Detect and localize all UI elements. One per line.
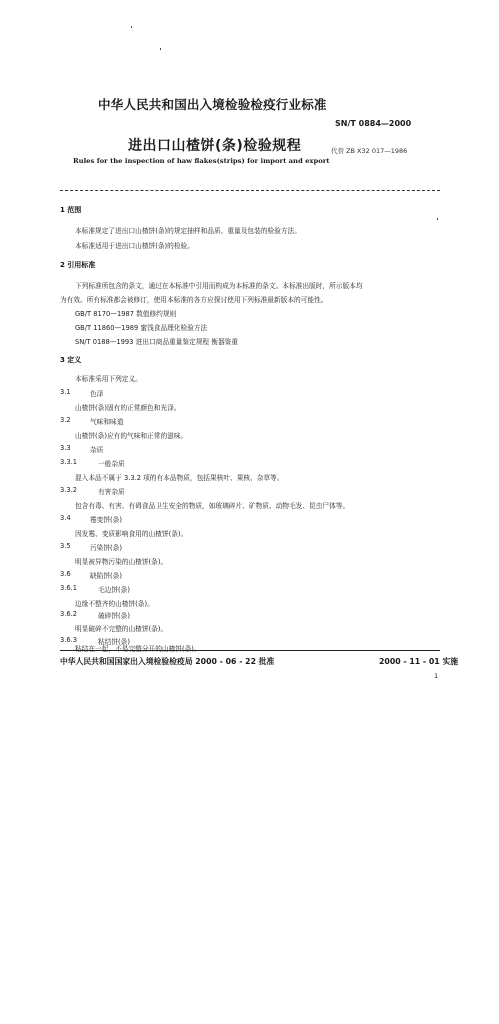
clause-definition: 明显破碎不完整的山楂饼(条)。 (75, 625, 168, 633)
clause-term: 色泽 (90, 390, 104, 398)
issuing-organization: 中华人民共和国出入境检验检疫行业标准 (98, 97, 327, 112)
page-number: 1 (434, 672, 439, 680)
clause-definition: 明显被异物污染的山楂饼(条)。 (75, 558, 168, 566)
clause-term: 污染饼(条) (90, 544, 122, 552)
paragraph-line: 本标准采用下列定义。 (75, 375, 142, 383)
clause-number: 3.1 (60, 388, 71, 396)
footer-divider (60, 650, 440, 651)
clause-number: 3.2 (60, 416, 71, 424)
reference-item: GB/T 8170—1987 数值修约规则 (75, 310, 177, 318)
clause-number: 3.3.2 (60, 486, 78, 494)
clause-number: 3.6 (60, 570, 71, 578)
document-title: 进出口山楂饼(条)检验规程 (128, 138, 302, 154)
scan-speck (160, 48, 161, 50)
header-divider (60, 190, 440, 191)
replaces-standard: 代替 ZB X32 017—1986 (331, 147, 408, 155)
scan-speck (437, 218, 438, 220)
paragraph-line: 本标准适用于进出口山楂饼(条)的检验。 (75, 242, 194, 250)
clause-number: 3.6.3 (60, 636, 78, 644)
clause-definition: 包含有毒、有害、有碍食品卫生安全的物质，如玻璃碎片、矿物质、动物毛发、昆虫尸体等。 (75, 502, 350, 510)
clause-term: 粘结饼(条) (98, 638, 130, 646)
clause-term: 有害杂质 (98, 488, 125, 496)
standard-number: SN/T 0884—2000 (335, 119, 412, 128)
document-title-english: Rules for the inspection of haw flakes(strips) for import and export (73, 157, 330, 165)
scan-speck (131, 26, 132, 28)
clause-number: 3.3 (60, 444, 71, 452)
clause-term: 毛边饼(条) (98, 586, 130, 594)
effective-date: 2000 - 11 - 01 实施 (379, 657, 459, 666)
clause-number: 3.6.1 (60, 584, 78, 592)
approval-note: 中华人民共和国国家出入境检验检疫局 2000 - 06 - 22 批准 (60, 657, 275, 666)
clause-term: 杂质 (90, 446, 104, 454)
clause-number: 3.3.1 (60, 458, 78, 466)
paragraph-line: 为有效。所有标准都会被修订，使用本标准的各方应探讨使用下列标准最新版本的可能性。 (60, 296, 328, 304)
section-heading-references: 2 引用标准 (60, 261, 96, 269)
clause-number: 3.5 (60, 542, 71, 550)
paragraph-line: 本标准规定了进出口山楂饼(条)的规定抽样和品质、重量及包装的检验方法。 (75, 227, 301, 235)
reference-item: GB/T 11860—1989 蜜饯食品理化检验方法 (75, 324, 208, 332)
clause-definition: 山楂饼(条)应有的气味和正常的滋味。 (75, 432, 188, 440)
section-heading-scope: 1 范围 (60, 206, 82, 214)
reference-item: SN/T 0188—1993 进出口商品重量鉴定规程 衡器鉴重 (75, 338, 238, 346)
clause-definition: 混入本品不属于 3.3.2 项的有本品物质，包括果核叶、果核、杂草等。 (75, 474, 284, 482)
clause-term: 缺陷饼(条) (90, 572, 122, 580)
clause-term: 一般杂质 (98, 460, 125, 468)
clause-definition: 山楂饼(条)固有的正常颜色和光泽。 (75, 404, 181, 412)
section-heading-definitions: 3 定义 (60, 356, 82, 364)
clause-definition: 边缘不整齐的山楂饼(条)。 (75, 600, 154, 608)
clause-number: 3.4 (60, 514, 71, 522)
clause-number: 3.6.2 (60, 610, 78, 618)
clause-term: 气味和味道 (90, 418, 124, 426)
paragraph-line: 下列标准所包含的条文，通过在本标准中引用而构成为本标准的条文。本标准出版时，所示版本均 (75, 282, 363, 290)
clause-definition: 因发霉、变质影响食用的山楂饼(条)。 (75, 530, 188, 538)
clause-term: 破碎饼(条) (98, 612, 130, 620)
clause-definition: 粘结在一起，不易完整分开的山楂饼(条)。 (75, 645, 201, 653)
clause-term: 霉变饼(条) (90, 516, 122, 524)
